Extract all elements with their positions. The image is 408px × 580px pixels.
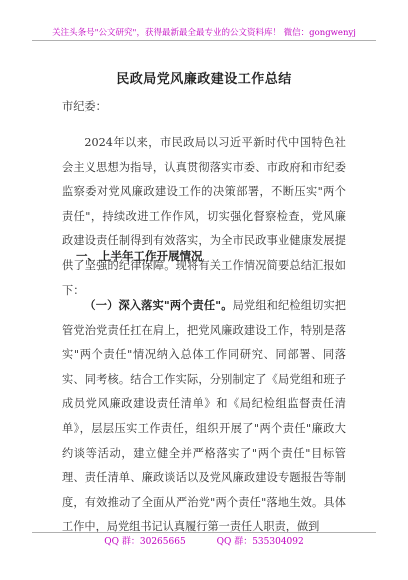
section-heading: 一、上半年工作开展情况 (76, 249, 203, 263)
footer (0, 534, 408, 547)
salutation: 市纪委： (62, 100, 107, 113)
header-banner: 关注头条号"公文研究"，获得最新最全最专业的公文资料库！ 微信：gongwenyj (52, 28, 356, 38)
footer-qq-group-1: QQ 群：30265665 (104, 537, 186, 547)
footer-qq-group-2: QQ 群：535304092 (216, 537, 304, 547)
paragraph-body: 局党组和纪检组切实把管党治党责任扛在肩上，把党风廉政建设工作，特别是落实"两个责任"情况纳入总体工作同研究、同部署、同落实、同考核。结合工作实际，分别制定了《局党组和班子成员党风廉政建设责任清单》和《局纪检组监督责任清单》，层层压实工作责任，组织开展了"两个责任"廉政大约谈等活动，建立健全并严格落实了"两个责任"目标管理、责任清单、廉政谈话以及党风廉政建设专题报告等制度，有效推动了全面从严治党"两个责任"落地生效。具体工作中，局党组书记认真履行第一责任人职责，做到 (62, 299, 346, 534)
document-title: 民政局党风廉政建设工作总结 (116, 72, 292, 87)
paragraph-lead: （一）深入落实"两个责任"。 (84, 298, 233, 312)
footer-divider (32, 532, 376, 533)
body-paragraph (62, 293, 346, 540)
intro-paragraph: 2024年以来，市民政局以习近平新时代中国特色社会主义思想为指导，认真贯彻落实市委、市政府和市纪委监察委对党风廉政建设工作的决策部署，不断压实"两个责任"，持续改进工作作风，切实强化督察检查，党风廉政建设责任制得到有效落实，为全市民政事业健康发展提供了坚强的纪律保障。现将有关工作情况简要总结汇报如下： (62, 136, 346, 297)
header-divider (32, 40, 376, 41)
